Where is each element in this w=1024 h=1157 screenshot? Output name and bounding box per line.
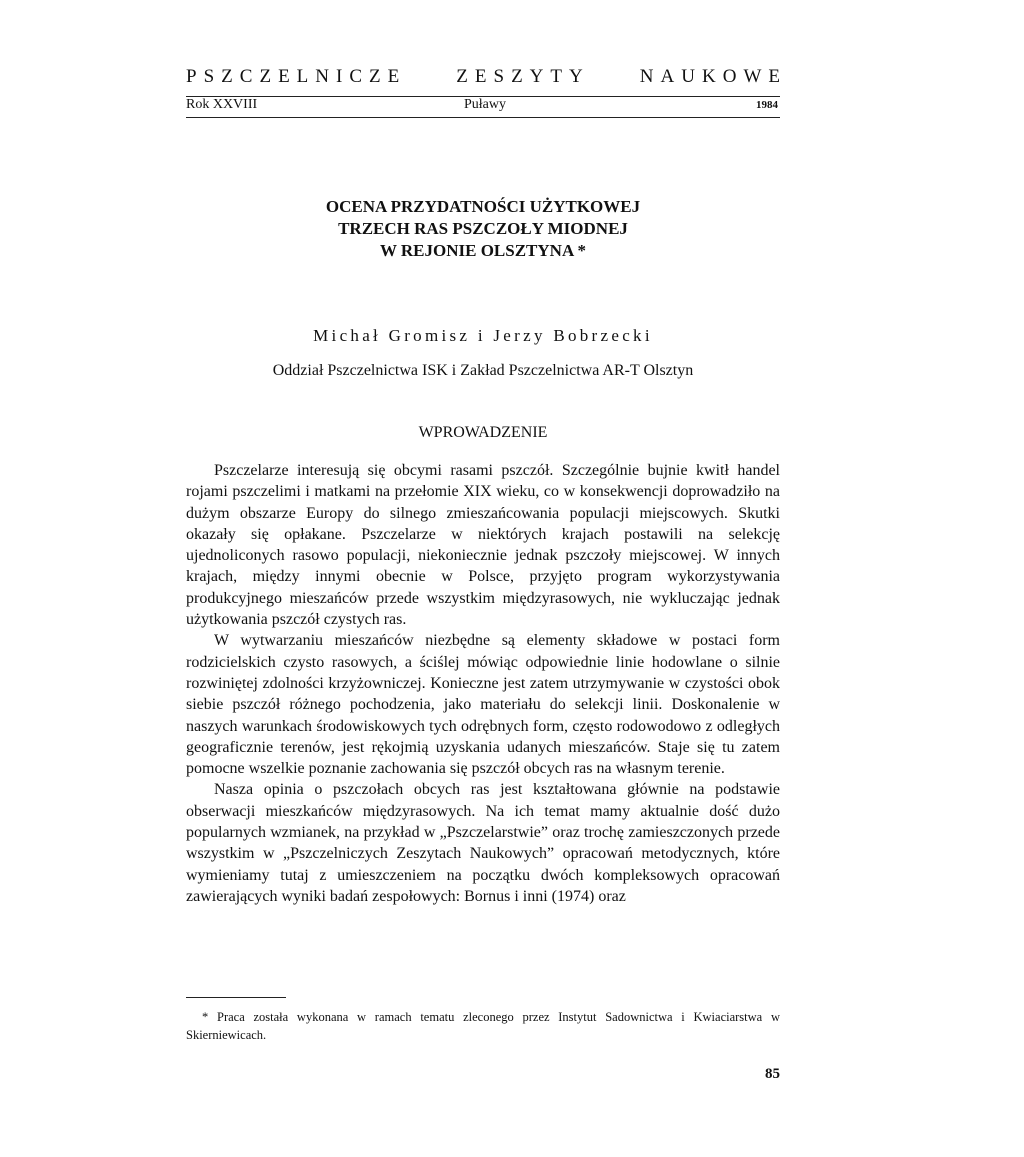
journal-title-letter: I: [336, 66, 343, 87]
page-number: 85: [765, 1066, 780, 1082]
journal-title-letter: T: [550, 66, 563, 87]
journal-title-letter: O: [722, 66, 737, 87]
journal-title-letter: N: [315, 66, 330, 87]
journal-title-letter: Z: [369, 66, 381, 87]
journal-title-letter: Z: [511, 66, 523, 87]
volume-label: Rok XXVIII: [186, 97, 258, 112]
journal-title-word-1: [186, 66, 399, 88]
journal-title-letter: Z: [221, 66, 233, 87]
article-title-line-2: TRZECH RAS PSZCZOŁY MIODNEJ: [338, 219, 628, 238]
journal-title-word-3: [640, 66, 780, 88]
year-label: 1984: [756, 99, 778, 111]
journal-title-letter: E: [278, 66, 290, 87]
journal-title-letter: E: [474, 66, 487, 87]
section-heading: WPROWADZENIE: [418, 424, 548, 441]
paragraph-1: Pszczelarze interesują się obcymi rasami pszczół. Szczególnie bujnie kwitł handel rojami pszczelimi i matkami na przełomie XIX wieku, co w konsekwencji doprowadziło na dużym obszarze Europy do silnego zmieszańcowania populacji miejscowych. Skutki okazały się opłakane. Pszczelarze w niektórych krajach postawili na selekcję ujednoliconych rasowo populacji, niekoniecznie jednak pszczoły miejscowej. W innych krajach, między innymi obecnie w Polsce, przyjęto program wykorzystywania produkcyjnego mieszańców przede wszystkim międzyrasowych, nie wykluczając jednak użytkowania pszczół czystych ras.: [186, 462, 780, 629]
footnote: [186, 1008, 780, 1044]
journal-title-letter: Y: [569, 66, 583, 87]
journal-title-word-2: [456, 66, 582, 88]
journal-title-letter: P: [186, 66, 197, 87]
body-text: [186, 460, 780, 907]
affiliation: Oddział Pszczelnictwa ISK i Zakład Pszczelnictwa AR-T Olsztyn: [272, 362, 694, 379]
journal-title-letter: Y: [529, 66, 544, 87]
journal-title-letter: A: [660, 66, 675, 87]
article-title-line-1: OCENA PRZYDATNOŚCI UŻYTKOWEJ: [325, 197, 641, 216]
paragraph-2: W wytwarzaniu mieszańców niezbędne są elementy składowe w postaci form rodzicielskich czysto rasowych, a ściślej mówiąc odpowiednie linie hodowlane o silnie rozwiniętej zdolności krzyżowniczej. Konieczne jest zatem utrzymywanie w czystości obok siebie pszczół różnego pochodzenia, jako materiału do selekcji linii. Doskonalenie w naszych warunkach środowiskowych tych odrębnych form, często rodowodowo z odległych geograficznie terenów, jest rękojmią uzyskania udanych mieszańców. Staje się tu zatem pomocne wszelkie poznanie zachowania się pszczół obcych ras na własnym terenie.: [186, 632, 780, 778]
paragraph-3: Nasza opinia o pszczołach obcych ras jest kształtowana głównie na podstawie obserwacji mieszkańców międzyrasowych. Na ich temat mamy aktualnie dość dużo popularnych wzmianek, na przykład w „Pszczelarstwie” oraz trochę zamieszczonych przede wszystkim w „Pszczelniczych Zeszytach Naukowych” opracowań metodycznych, które wymieniamy tutaj z umieszczeniem na początku dwóch kompleksowych opracowań zawierających wyniki badań zespołowych: Bornus i inni (1974) oraz: [186, 781, 780, 905]
place-label: Puławy: [464, 97, 506, 112]
journal-title-letter: Z: [259, 66, 272, 87]
journal-title: [186, 66, 780, 88]
journal-title-letter: L: [296, 66, 309, 87]
article-title-line-3: W REJONIE OLSZTYNA *: [379, 241, 587, 260]
journal-meta-row: [186, 96, 780, 118]
journal-title-letter: Z: [456, 66, 468, 87]
authors: Michał Gromisz i Jerzy Bobrzecki: [313, 326, 653, 345]
article-title: [186, 196, 780, 262]
footnote-divider: [186, 997, 286, 998]
footnote-text: * Praca została wykonana w ramach tematu zleconego przez Instytut Sadownictwa i Kwiaciarstwa w Skierniewicach.: [186, 1010, 780, 1042]
journal-title-letter: K: [701, 66, 716, 87]
journal-title-letter: S: [493, 66, 505, 87]
journal-title-letter: W: [743, 66, 762, 87]
journal-title-letter: E: [387, 66, 400, 87]
journal-title-letter: E: [768, 66, 780, 87]
journal-title-letter: U: [681, 66, 695, 87]
journal-title-letter: C: [349, 66, 363, 87]
journal-title-letter: C: [239, 66, 253, 87]
journal-title-letter: S: [203, 66, 215, 87]
journal-title-letter: N: [639, 66, 654, 87]
